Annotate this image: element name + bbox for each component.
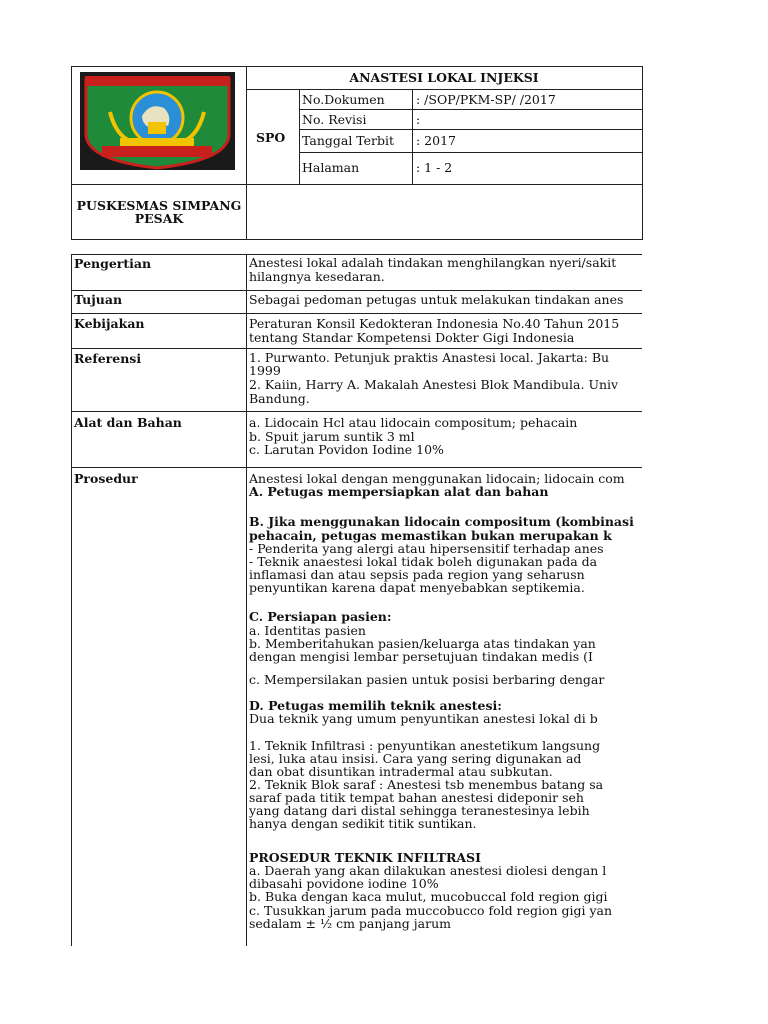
body-border-left — [71, 254, 72, 946]
meta-label-terbit: Tanggal Terbit — [302, 133, 395, 148]
row-line-3 — [71, 348, 642, 349]
infiltrasi-item-1: a. Daerah yang akan dilakukan anestesi diolesi dengan l — [249, 863, 607, 878]
emblem-icon — [80, 72, 235, 170]
label-pengertian: Pengertian — [74, 256, 152, 271]
org-name-line-1: PUSKESMAS SIMPANG — [76, 198, 242, 213]
spo-label: SPO — [256, 130, 286, 145]
meta-row-line-1 — [299, 109, 642, 110]
label-referensi: Referensi — [74, 351, 142, 366]
label-alat: Alat dan Bahan — [74, 415, 182, 430]
row-line-4 — [71, 411, 642, 412]
tujuan-line-1: Sebagai pedoman petugas untuk melakukan tindakan anes — [249, 292, 624, 307]
meta-value-terbit: : 2017 — [416, 133, 456, 148]
alat-line-3: c. Larutan Povidon Iodine 10% — [249, 442, 444, 457]
pengertian-line-2: hilangnya kesedaran. — [249, 269, 385, 284]
alat-line-1: a. Lidocain Hcl atau lidocain compositum; pehacain — [249, 415, 578, 430]
prosedur-c-item-2: b. Memberitahukan pasien/keluarga atas tindakan yan — [249, 636, 596, 651]
referensi-line-1: 1. Purwanto. Petunjuk praktis Anastesi local. Jakarta: Bu — [249, 350, 610, 365]
row-line-1 — [71, 290, 642, 291]
label-prosedur: Prosedur — [74, 471, 138, 486]
prosedur-c-item-4: c. Mempersilakan pasien untuk posisi berbaring dengar — [249, 672, 605, 687]
prosedur-c-item-3: dengan mengisi lembar persetujuan tindakan medis (I — [249, 649, 593, 664]
prosedur-d-item-6: yang datang dari distal sehingga teranestesinya lebih — [249, 803, 590, 818]
prosedur-d-item-1: 1. Teknik Infiltrasi : penyuntikan anestetikum langsung — [249, 738, 601, 753]
prosedur-b-title-2: pehacain, petugas memastikan bukan merupakan k — [249, 528, 612, 543]
prosedur-c-title: C. Persiapan pasien: — [249, 609, 392, 624]
page-title: ANASTESI LOKAL INJEKSI — [349, 70, 539, 85]
infiltrasi-item-3: b. Buka dengan kaca mulut, mucobuccal fold region gigi — [249, 889, 608, 904]
meta-label-halaman: Halaman — [302, 160, 360, 175]
meta-row-line-2 — [299, 129, 642, 130]
row-line-5 — [71, 467, 642, 468]
prosedur-b-item-2: - Teknik anaestesi lokal tidak boleh digunakan pada da — [249, 554, 598, 569]
prosedur-b-title-1: B. Jika menggunakan lidocain compositum (kombinasi — [249, 514, 634, 529]
prosedur-d-item-5: saraf pada titik tempat bahan anestesi dideponir seh — [249, 790, 584, 805]
prosedur-intro: Anestesi lokal dengan menggunakan lidocain; lidocain com — [249, 471, 625, 486]
meta-value-dokumen: : /SOP/PKM-SP/ /2017 — [416, 92, 556, 107]
referensi-line-2: 1999 — [249, 363, 281, 378]
pengertian-line-1: Anestesi lokal adalah tindakan menghilangkan nyeri/sakit — [249, 255, 617, 270]
kebijakan-line-2: tentang Standar Kompetensi Dokter Gigi Indonesia — [249, 330, 575, 345]
infiltrasi-item-4: c. Tusukkan jarum pada muccobucco fold region gigi yan — [249, 903, 613, 918]
kebijakan-line-1: Peraturan Konsil Kedokteran Indonesia No.40 Tahun 2015 — [249, 316, 620, 331]
meta-value-revisi: : — [416, 112, 421, 127]
prosedur-b-item-1: - Penderita yang alergi atau hipersensitif terhadap anes — [249, 541, 604, 556]
prosedur-d-item-2: lesi, luka atau insisi. Cara yang sering digunakan ad — [249, 751, 582, 766]
body-divider — [246, 254, 247, 946]
meta-label-dokumen: No.Dokumen — [302, 92, 385, 107]
prosedur-a-title: A. Petugas mempersiapkan alat dan bahan — [249, 484, 549, 499]
infiltrasi-title: PROSEDUR TEKNIK INFILTRASI — [249, 850, 481, 865]
prosedur-d-item-4: 2. Teknik Blok saraf : Anestesi tsb menembus batang sa — [249, 777, 604, 792]
referensi-line-4: Bandung. — [249, 391, 310, 406]
prosedur-b-item-3: inflamasi dan atau sepsis pada region yang seharusn — [249, 567, 585, 582]
header-border-bottom — [71, 239, 642, 240]
prosedur-c-item-1: a. Identitas pasien — [249, 623, 366, 638]
alat-line-2: b. Spuit jarum suntik 3 ml — [249, 429, 415, 444]
header-title-divider — [246, 89, 642, 90]
infiltrasi-item-5: sedalam ± ½ cm panjang jarum — [249, 916, 451, 931]
logo — [80, 72, 235, 170]
prosedur-d-intro: Dua teknik yang umum penyuntikan anestesi lokal di b — [249, 711, 598, 726]
referensi-line-3: 2. Kaiin, Harry A. Makalah Anestesi Blok Mandibula. Univ — [249, 377, 619, 392]
label-kebijakan: Kebijakan — [74, 316, 145, 331]
org-name-line-2: PESAK — [134, 211, 184, 226]
prosedur-d-item-3: dan obat disuntikan intradermal atau subkutan. — [249, 764, 553, 779]
header-border-right — [642, 66, 643, 240]
spo-divider — [299, 89, 300, 185]
header-border-top — [71, 66, 642, 67]
prosedur-d-title: D. Petugas memilih teknik anestesi: — [249, 698, 502, 713]
prosedur-b-item-4: penyuntikan karena dapat menyebabkan septikemia. — [249, 580, 585, 595]
meta-divider — [412, 89, 413, 185]
infiltrasi-item-2: dibasahi povidone iodine 10% — [249, 876, 439, 891]
meta-row-line-3 — [299, 152, 642, 153]
header-org-divider — [71, 184, 642, 185]
meta-value-halaman: : 1 - 2 — [416, 160, 453, 175]
label-tujuan: Tujuan — [74, 292, 123, 307]
meta-label-revisi: No. Revisi — [302, 112, 367, 127]
prosedur-d-item-7: hanya dengan sedikit titik suntikan. — [249, 816, 477, 831]
row-line-2 — [71, 313, 642, 314]
